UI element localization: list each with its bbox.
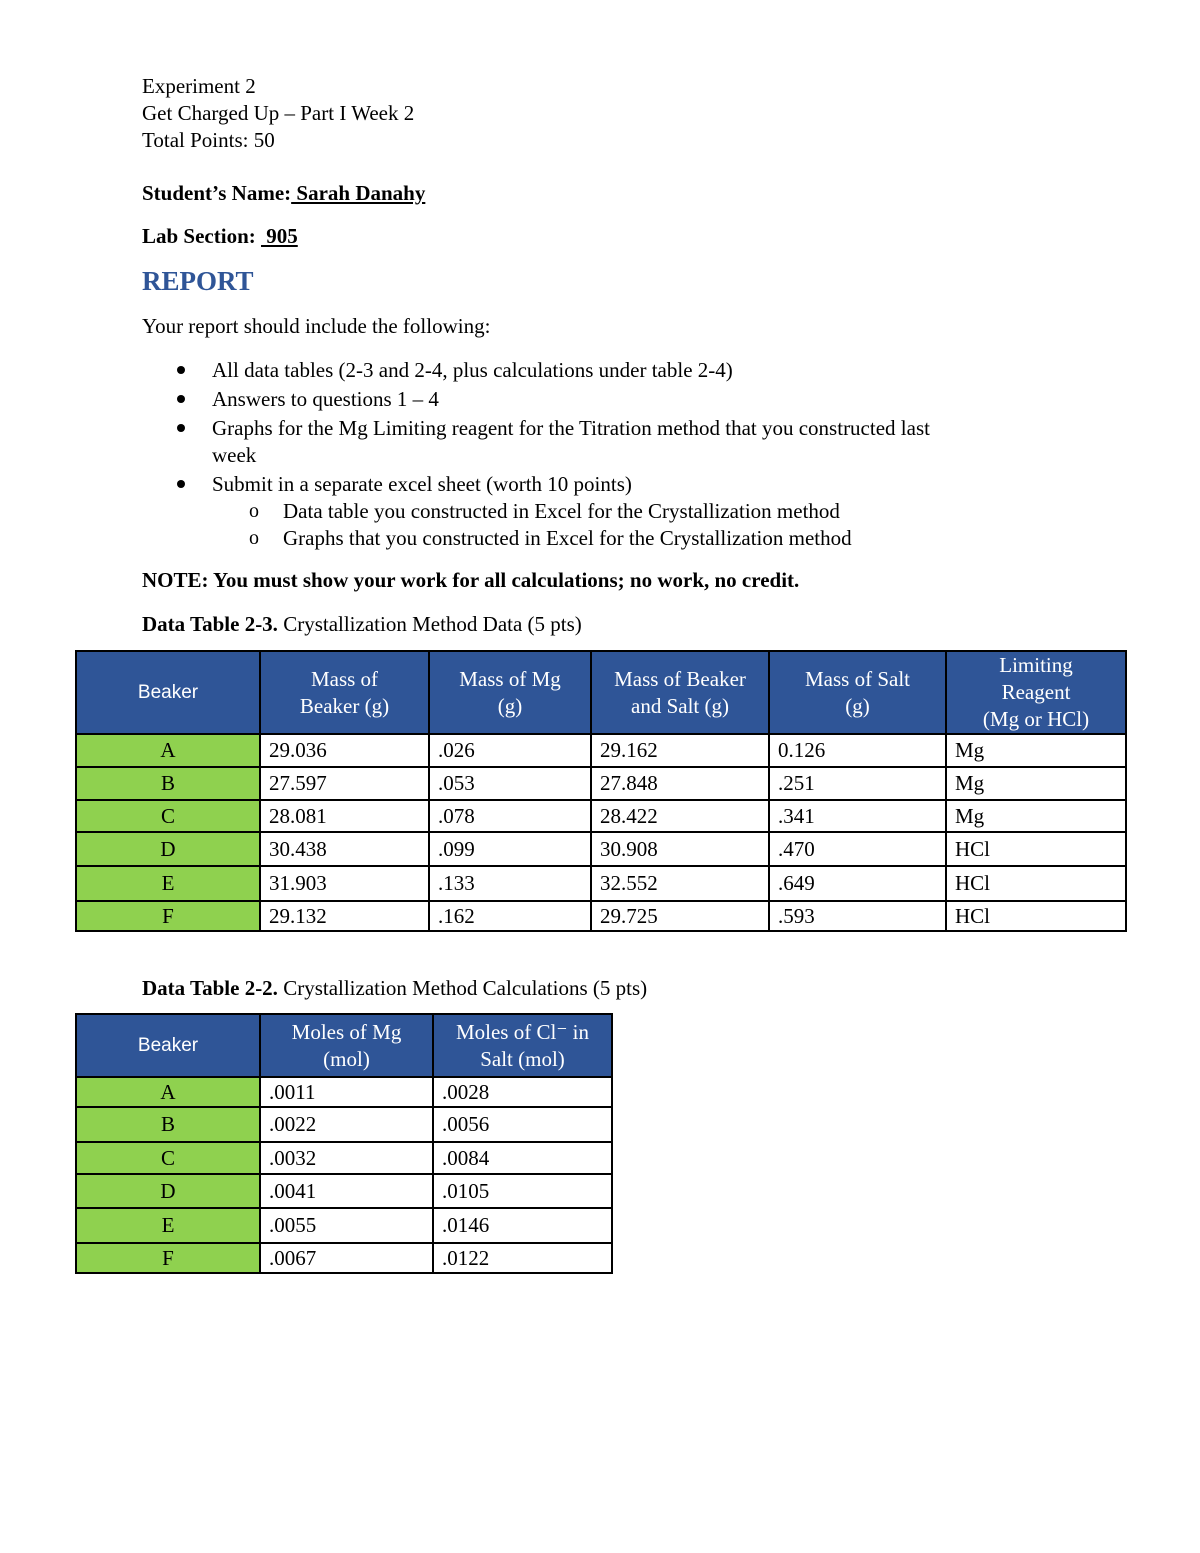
sub-bullet-marker: o: [249, 500, 259, 522]
table-row: [76, 866, 1126, 901]
bullet-icon: [177, 424, 185, 432]
column-header: Mass of Beaker and Salt (g): [591, 651, 769, 734]
table-cell: HCl: [946, 832, 1126, 866]
crystallization-calculations-table: [75, 1013, 613, 1274]
table1-caption: [142, 614, 582, 635]
table-cell: 31.903: [260, 866, 429, 901]
table2-caption-text: Crystallization Method Calculations (5 pts): [277, 976, 648, 1000]
table-row: [76, 1077, 612, 1107]
list-item-continuation: week: [212, 443, 257, 467]
table-row: [76, 1142, 612, 1174]
table-cell: .0011: [260, 1077, 433, 1107]
beaker-label-cell: B: [76, 1107, 260, 1142]
table-cell: 0.126: [769, 734, 946, 767]
table-cell: .0041: [260, 1174, 433, 1208]
beaker-label-cell: C: [76, 800, 260, 832]
lab-section-label: Lab Section:: [142, 224, 256, 248]
table-cell: .0056: [433, 1107, 612, 1142]
beaker-label-cell: F: [76, 1243, 260, 1273]
beaker-label-cell: F: [76, 901, 260, 931]
table-cell: 29.725: [591, 901, 769, 931]
student-name-line: [142, 183, 425, 204]
beaker-label-cell: D: [76, 1174, 260, 1208]
table-cell: 28.081: [260, 800, 429, 832]
table-cell: 28.422: [591, 800, 769, 832]
table-cell: .133: [429, 866, 591, 901]
table-cell: 27.848: [591, 767, 769, 800]
note-text: NOTE: You must show your work for all calculations; no work, no credit.: [142, 568, 800, 592]
table-cell: 29.132: [260, 901, 429, 931]
sub-list-item: Data table you constructed in Excel for the Crystallization method: [283, 499, 840, 523]
table-row: [76, 800, 1126, 832]
table-cell: 30.908: [591, 832, 769, 866]
bullet-icon: [177, 366, 185, 374]
table-cell: .0067: [260, 1243, 433, 1273]
table-cell: 29.162: [591, 734, 769, 767]
table-cell: .470: [769, 832, 946, 866]
table2-caption: [142, 978, 647, 999]
column-header: Beaker: [76, 651, 260, 734]
table-cell: 32.552: [591, 866, 769, 901]
table-cell: 29.036: [260, 734, 429, 767]
table-row: [76, 1208, 612, 1243]
beaker-label-cell: D: [76, 832, 260, 866]
table-row: [76, 1243, 612, 1273]
table-cell: 27.597: [260, 767, 429, 800]
table-cell: .099: [429, 832, 591, 866]
table-cell: .0105: [433, 1174, 612, 1208]
experiment-title: Get Charged Up – Part I Week 2: [142, 101, 415, 125]
table-row: [76, 1107, 612, 1142]
column-header: Moles of Mg (mol): [260, 1014, 433, 1077]
table-cell: .026: [429, 734, 591, 767]
table-header-row: [76, 651, 1126, 734]
list-item: Graphs for the Mg Limiting reagent for the Titration method that you constructed last: [212, 416, 930, 440]
column-header: Mass of Beaker (g): [260, 651, 429, 734]
table-cell: .053: [429, 767, 591, 800]
list-item: Submit in a separate excel sheet (worth 10 points): [212, 472, 632, 496]
lab-section-value: 905: [261, 224, 298, 248]
table-row: [76, 767, 1126, 800]
student-name-label: Student’s Name:: [142, 181, 292, 205]
table-cell: HCl: [946, 901, 1126, 931]
column-header: Limiting Reagent (Mg or HCl): [946, 651, 1126, 734]
bullet-icon: [177, 395, 185, 403]
bullet-icon: [177, 480, 185, 488]
column-header: Beaker: [76, 1014, 260, 1077]
table-row: [76, 1174, 612, 1208]
beaker-label-cell: E: [76, 1208, 260, 1243]
table-row: [76, 832, 1126, 866]
table-cell: Mg: [946, 767, 1126, 800]
table-cell: .0146: [433, 1208, 612, 1243]
beaker-label-cell: E: [76, 866, 260, 901]
table2-caption-label: Data Table 2-2.: [142, 976, 278, 1000]
table-cell: Mg: [946, 800, 1126, 832]
report-intro: Your report should include the following:: [142, 314, 491, 338]
column-header: Moles of Cl⁻ in Salt (mol): [433, 1014, 612, 1077]
table-cell: .341: [769, 800, 946, 832]
beaker-label-cell: B: [76, 767, 260, 800]
table-cell: .593: [769, 901, 946, 931]
table-header-row: [76, 1014, 612, 1077]
table1-caption-label: Data Table 2-3.: [142, 612, 278, 636]
beaker-label-cell: C: [76, 1142, 260, 1174]
report-heading: REPORT: [142, 266, 254, 296]
table-cell: .078: [429, 800, 591, 832]
column-header: Mass of Mg (g): [429, 651, 591, 734]
table-cell: .0055: [260, 1208, 433, 1243]
sub-list-item: Graphs that you constructed in Excel for the Crystallization method: [283, 526, 852, 550]
table-cell: 30.438: [260, 832, 429, 866]
crystallization-data-table: [75, 650, 1127, 932]
total-points: Total Points: 50: [142, 128, 275, 152]
table-cell: .0032: [260, 1142, 433, 1174]
list-item: Answers to questions 1 – 4: [212, 387, 439, 411]
column-header: Mass of Salt (g): [769, 651, 946, 734]
table1-caption-text: Crystallization Method Data (5 pts): [277, 612, 582, 636]
list-item: All data tables (2-3 and 2-4, plus calculations under table 2-4): [212, 358, 733, 382]
table-row: [76, 734, 1126, 767]
lab-section-line: [142, 226, 298, 247]
table-cell: .0022: [260, 1107, 433, 1142]
table-cell: .0122: [433, 1243, 612, 1273]
beaker-label-cell: A: [76, 1077, 260, 1107]
table-cell: .0028: [433, 1077, 612, 1107]
table-cell: .0084: [433, 1142, 612, 1174]
table-cell: .251: [769, 767, 946, 800]
table-cell: Mg: [946, 734, 1126, 767]
table-cell: .162: [429, 901, 591, 931]
student-name-value: Sarah Danahy: [291, 181, 426, 205]
table-row: [76, 901, 1126, 931]
table-cell: HCl: [946, 866, 1126, 901]
experiment-label: Experiment 2: [142, 74, 256, 98]
beaker-label-cell: A: [76, 734, 260, 767]
sub-bullet-marker: o: [249, 527, 259, 549]
table-cell: .649: [769, 866, 946, 901]
